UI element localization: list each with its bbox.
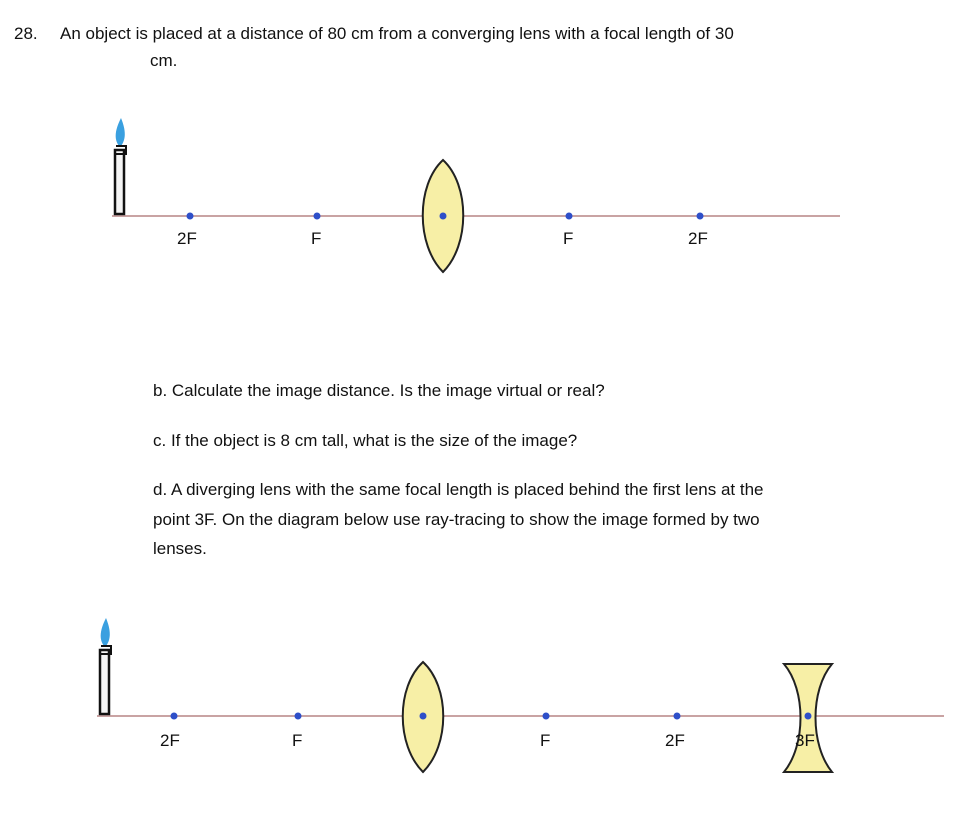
- point-3f: [805, 713, 812, 720]
- question-part-d-line-1: d. A diverging lens with the same focal length is placed behind the first lens at the: [153, 480, 764, 499]
- focal-point-f-right: [543, 713, 550, 720]
- point-label-2f-right: 2F: [688, 229, 708, 248]
- question-part-b: b. Calculate the image distance. Is the image virtual or real?: [153, 381, 605, 400]
- question-number: 28.: [14, 24, 38, 43]
- question-part-c: c. If the object is 8 cm tall, what is the size of the image?: [153, 431, 578, 450]
- point-label-2f-left: 2F: [177, 229, 197, 248]
- point-label-f-right: F: [540, 731, 551, 750]
- focal-point-f-left: [314, 213, 321, 220]
- focal-point-f-right: [566, 213, 573, 220]
- flame-icon: [116, 118, 125, 146]
- question-part-d-line-2: point 3F. On the diagram below use ray-tracing to show the image formed by two: [153, 510, 760, 529]
- diagram-1: [112, 118, 840, 272]
- point-label-2f-left: 2F: [160, 731, 180, 750]
- question-part-d-line-3: lenses.: [153, 539, 207, 558]
- focal-point-2f-left: [187, 213, 194, 220]
- point-label-2f-right: 2F: [665, 731, 685, 750]
- lens-center-point: [440, 213, 447, 220]
- point-label-3f: 3F: [795, 731, 815, 750]
- candle-object: [115, 118, 126, 214]
- focal-point-2f-right: [674, 713, 681, 720]
- point-label-f-left: F: [311, 229, 322, 248]
- candle-object: [100, 618, 111, 714]
- point-label-f-left: F: [292, 731, 303, 750]
- focal-point-2f-left: [171, 713, 178, 720]
- lens-center-point: [420, 713, 427, 720]
- flame-icon: [101, 618, 110, 646]
- point-label-f-right: F: [563, 229, 574, 248]
- question-text: An object is placed at a distance of 80 cm from a converging lens with a focal length of 30: [60, 24, 734, 43]
- focal-point-f-left: [295, 713, 302, 720]
- question-text-continued: cm.: [150, 51, 178, 70]
- diagram-2: [97, 618, 944, 772]
- focal-point-2f-right: [697, 213, 704, 220]
